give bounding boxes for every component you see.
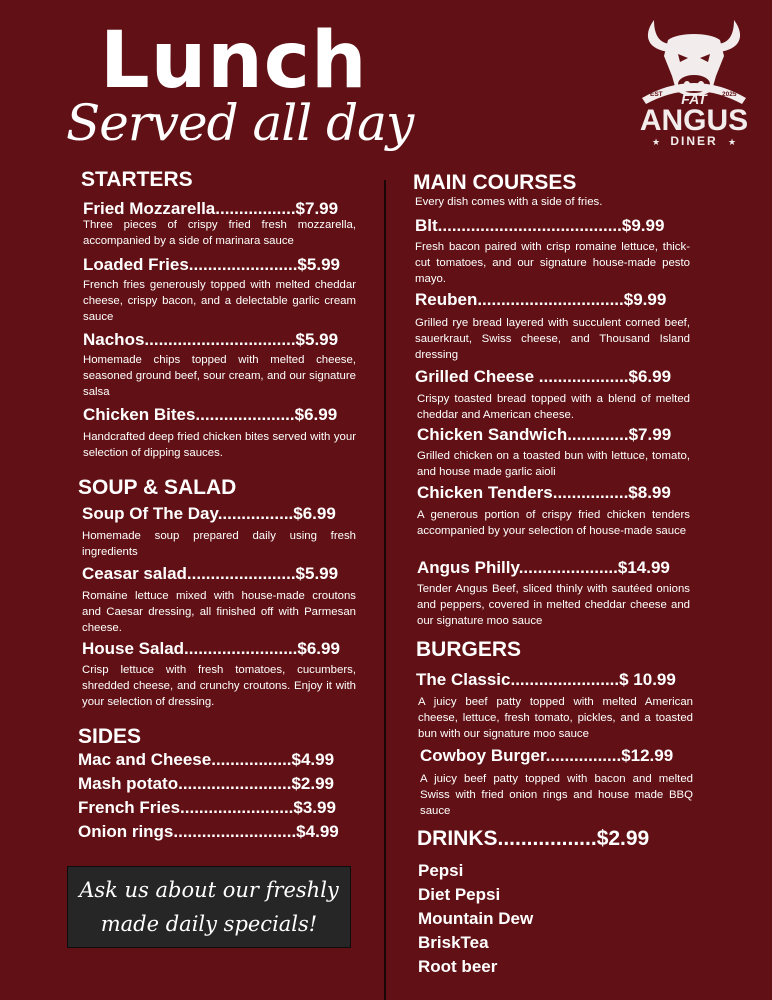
section-heading-drinks: DRINKS.................$2.99	[417, 827, 650, 850]
menu-item-description: French fries generously topped with melted cheddar cheese, crispy bacon, and a delectable garlic cream sauce	[83, 279, 356, 323]
menu-item-name: Chicken Bites.....................$6.99	[83, 405, 338, 424]
menu-item-description: Handcrafted deep fried chicken bites served with your selection of dipping sauces.	[83, 431, 356, 459]
menu-item-name: Nachos................................$5.99	[83, 330, 339, 349]
fat-angus-diner-logo	[632, 6, 756, 150]
drink-item: BriskTea	[418, 933, 489, 952]
menu-item-name: Ceasar salad.......................$5.99	[82, 564, 339, 583]
daily-specials-box	[67, 866, 351, 948]
specials-line-1: Ask us about our freshly	[79, 878, 339, 902]
menu-item-description: Homemade soup prepared daily using fresh ingredients	[82, 530, 356, 558]
menu-title: Lunch	[100, 16, 368, 106]
menu-item-name: Loaded Fries.......................$5.99	[83, 255, 340, 274]
section-heading-starters: STARTERS	[81, 168, 193, 191]
section-heading-soup-salad: SOUP & SALAD	[78, 476, 237, 499]
bull-logo-icon	[632, 6, 756, 150]
menu-item-description: Romaine lettuce mixed with house-made croutons and Caesar dressing, all finished off with Parmesan cheese.	[82, 590, 356, 634]
menu-item-description: Homemade chips topped with melted cheese, seasoned ground beef, sour cream, and our signature salsa	[83, 354, 356, 398]
drink-item: Root beer	[418, 957, 498, 976]
menu-item-description: Crispy toasted bread topped with a blend of melted cheddar and American cheese.	[417, 393, 690, 421]
logo-angus: ANGUS	[639, 104, 749, 137]
main-courses-note: Every dish comes with a side of fries.	[415, 196, 603, 208]
logo-fat: FAT	[681, 91, 707, 107]
star-right-icon: ★	[728, 137, 737, 147]
menu-item-name: Soup Of The Day................$6.99	[82, 504, 336, 523]
specials-line-2: made daily specials!	[100, 912, 318, 936]
drink-item: Diet Pepsi	[418, 885, 501, 904]
section-heading-main-courses: MAIN COURSES	[413, 171, 577, 194]
menu-item-description: A generous portion of crispy fried chicken tenders accompanied by your selection of house-made sauce	[417, 509, 690, 537]
logo-est: EST	[650, 91, 663, 98]
menu-item-description: Crisp lettuce with fresh tomatoes, cucumbers, shredded cheese, and crunchy croutons. Enjoy it with your selection of dressing.	[82, 664, 356, 708]
drink-item: Pepsi	[418, 861, 464, 880]
menu-item-name: Blt.......................................$9.99	[415, 216, 665, 235]
menu-item-name: The Classic.......................$ 10.99	[416, 670, 676, 689]
logo-year: 2025	[722, 91, 737, 98]
menu-item-name: Cowboy Burger................$12.99	[420, 746, 674, 765]
side-item: Mash potato........................$2.99	[78, 774, 335, 793]
menu-item-description: Grilled chicken on a toasted bun with lettuce, tomato, and house made garlic aioli	[417, 450, 690, 478]
menu-item-name: Chicken Sandwich.............$7.99	[417, 425, 672, 444]
menu-subtitle: Served all day	[66, 94, 414, 152]
logo-diner: DINER	[670, 134, 718, 148]
menu-item-name: House Salad........................$6.99	[82, 639, 340, 658]
menu-item-description: Three pieces of crispy fried fresh mozzarella, accompanied by a side of marinara sauce	[83, 219, 356, 247]
menu-item-name: Fried Mozzarella.................$7.99	[83, 199, 339, 218]
menu-item-name: Angus Philly.....................$14.99	[417, 558, 670, 577]
section-heading-sides: SIDES	[78, 725, 142, 748]
menu-item-description: A juicy beef patty topped with melted American cheese, lettuce, fresh tomato, pickles, and a toasted bun with our signature moo sauce	[418, 696, 693, 740]
side-item: French Fries........................$3.99	[78, 798, 336, 817]
star-left-icon: ★	[652, 137, 661, 147]
drink-item: Mountain Dew	[418, 909, 534, 928]
menu-item-name: Chicken Tenders................$8.99	[417, 483, 671, 502]
side-item: Onion rings..........................$4.99	[78, 822, 339, 841]
menu-item-description: A juicy beef patty topped with bacon and melted Swiss with fried onion rings and house made BBQ sauce	[420, 773, 693, 817]
menu-item-name: Grilled Cheese ...................$6.99	[415, 367, 672, 386]
side-item: Mac and Cheese.................$4.99	[78, 750, 335, 769]
section-heading-burgers: BURGERS	[416, 638, 522, 661]
menu-item-name: Reuben...............................$9.99	[415, 290, 667, 309]
menu-item-description: Tender Angus Beef, sliced thinly with sautéed onions and peppers, covered in melted cheddar cheese and our signature moo sauce	[417, 583, 690, 627]
column-divider	[384, 180, 386, 1000]
menu-item-description: Fresh bacon paired with crisp romaine lettuce, thick-cut tomatoes, and our signature house-made pesto mayo.	[415, 241, 690, 285]
menu-item-description: Grilled rye bread layered with succulent corned beef, sauerkraut, Swiss cheese, and Thousand Island dressing	[415, 317, 690, 361]
